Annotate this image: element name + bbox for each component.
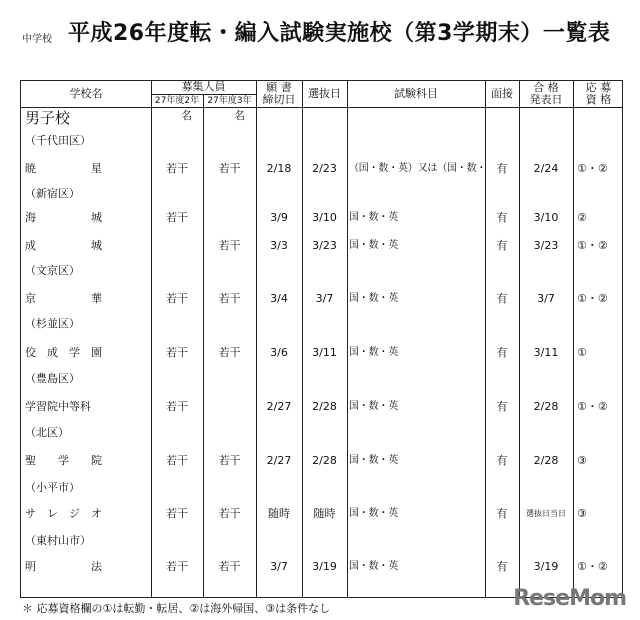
result-date: 2/24 <box>533 162 559 175</box>
subjects: 国・数・英 <box>349 561 398 572</box>
result-date: 2/28 <box>533 454 559 467</box>
school-name: 京 華 <box>25 292 102 305</box>
selection-date: 3/7 <box>315 292 334 305</box>
interview: 有 <box>496 162 508 175</box>
recruit-year3: 若干 <box>218 162 241 175</box>
recruit-year3: 若干 <box>218 239 241 252</box>
table-row <box>21 208 624 228</box>
recruit-year2: 若干 <box>166 162 188 175</box>
qualification: ② <box>577 211 587 224</box>
selection-date: 2/28 <box>312 454 337 467</box>
category-label: 中学校 <box>22 34 52 45</box>
area-heading <box>21 261 624 281</box>
area-name: （北区） <box>25 426 69 439</box>
qualification: ①・② <box>577 560 608 573</box>
recruit-year2: 若干 <box>166 560 188 573</box>
deadline: 3/6 <box>270 346 288 359</box>
school-name: 明 法 <box>25 560 102 573</box>
table-row <box>21 557 624 577</box>
interview: 有 <box>496 239 508 252</box>
deadline: 3/9 <box>270 211 288 224</box>
school-name: 海 城 <box>25 211 102 224</box>
recruit-year2: 若干 <box>166 211 188 224</box>
recruit-year2: 若干 <box>166 346 188 359</box>
interview: 有 <box>496 400 508 413</box>
area-name: （千代田区） <box>25 134 91 147</box>
qualification: ③ <box>577 454 587 467</box>
interview: 有 <box>496 560 508 573</box>
area-heading <box>21 478 624 498</box>
school-name: 暁 星 <box>25 162 102 175</box>
interview: 有 <box>496 454 508 467</box>
watermark-logo: ReseMom <box>513 586 626 611</box>
qualification: ③ <box>577 507 587 520</box>
result-date: 3/10 <box>533 211 559 224</box>
interview: 有 <box>496 292 508 305</box>
selection-date: 2/28 <box>312 400 337 413</box>
result-date: 3/7 <box>537 292 555 305</box>
deadline: 3/7 <box>270 560 288 573</box>
qualification: ①・② <box>577 292 608 305</box>
area-name: （新宿区） <box>25 187 80 200</box>
interview: 有 <box>496 507 508 520</box>
qualification: ①・② <box>577 239 608 252</box>
unit-label: 名 <box>234 109 245 122</box>
col-deadline: 願 書 締切日 <box>262 81 296 106</box>
recruit-year2: 若干 <box>166 292 188 305</box>
col-qualification: 応 募 資 格 <box>585 81 612 106</box>
area-name: （杉並区） <box>25 317 80 330</box>
area-heading <box>21 131 624 151</box>
recruit-year3: 若干 <box>218 292 241 305</box>
subjects: （国・数・英）又は（国・数・ <box>349 163 487 174</box>
deadline: 2/18 <box>266 162 292 175</box>
subjects: 国・数・英 <box>349 508 398 519</box>
subjects: 国・数・英 <box>349 455 398 466</box>
recruit-year3: 若干 <box>218 560 241 573</box>
selection-date: 3/19 <box>312 560 337 573</box>
subjects: 国・数・英 <box>349 293 398 304</box>
selection-date: 3/11 <box>312 346 337 359</box>
interview: 有 <box>496 346 508 359</box>
deadline: 2/27 <box>266 454 292 467</box>
qualification: ①・② <box>577 162 608 175</box>
deadline: 随時 <box>268 507 290 520</box>
area-heading <box>21 369 624 389</box>
recruit-year2: 若干 <box>166 454 188 467</box>
area-name: （文京区） <box>25 264 80 277</box>
qualification: ① <box>577 346 587 359</box>
area-heading <box>21 314 624 334</box>
school-name: 聖 学 院 <box>25 454 102 467</box>
subjects: 国・数・英 <box>349 347 398 358</box>
area-heading <box>21 184 624 204</box>
recruit-year3: 若干 <box>218 507 241 520</box>
col-year2: 27年度2年 <box>154 96 200 106</box>
col-recruit: 募集人員 <box>181 80 226 93</box>
unit-label: 名 <box>181 109 192 122</box>
selection-date: 3/10 <box>312 211 337 224</box>
section-heading: 男子校 <box>25 109 71 127</box>
recruit-year2: 若干 <box>166 400 188 413</box>
col-result: 合 格 発表日 <box>529 81 563 106</box>
table-row <box>21 451 624 471</box>
table-row <box>21 289 624 309</box>
table-row <box>21 504 624 524</box>
result-date: 3/11 <box>533 346 559 359</box>
subjects: 国・数・英 <box>349 401 398 412</box>
area-name: （豊島区） <box>25 372 80 385</box>
footnote: ＊ 応募資格欄の①は転勤・転居、②は海外帰国、③は条件なし <box>22 602 331 615</box>
result-date: 3/23 <box>533 239 559 252</box>
school-name: 成 城 <box>25 239 102 252</box>
table-row <box>21 343 624 363</box>
recruit-year3: 若干 <box>218 346 241 359</box>
result-date: 2/28 <box>533 400 559 413</box>
page-title: 平成26年度転・編入試験実施校（第3学期末）一覧表 <box>68 21 611 46</box>
area-heading <box>21 531 624 551</box>
school-name: 学習院中等科 <box>25 400 91 413</box>
col-subjects: 試験科目 <box>394 87 438 100</box>
result-date: 3/19 <box>533 560 559 573</box>
selection-date: 3/23 <box>312 239 337 252</box>
table-row <box>21 397 624 417</box>
schools-table <box>20 80 623 598</box>
col-year3: 27年度3年 <box>207 96 252 106</box>
deadline: 2/27 <box>266 400 292 413</box>
table-row <box>21 236 624 256</box>
deadline: 3/4 <box>270 292 288 305</box>
qualification: ①・② <box>577 400 608 413</box>
school-name: サ レ ジ オ <box>25 507 102 520</box>
subjects: 国・数・英 <box>349 212 398 223</box>
area-name: （東村山市） <box>25 534 91 547</box>
recruit-year3: 若干 <box>218 454 241 467</box>
area-heading <box>21 423 624 443</box>
col-interview: 面接 <box>491 87 513 100</box>
deadline: 3/3 <box>270 239 288 252</box>
recruit-year2: 若干 <box>166 507 188 520</box>
area-name: （小平市） <box>25 481 80 494</box>
interview: 有 <box>496 211 508 224</box>
selection-date: 2/23 <box>312 162 337 175</box>
table-row <box>21 159 624 179</box>
selection-date: 随時 <box>313 507 336 520</box>
result-date: 選抜日当日 <box>526 509 566 518</box>
subjects: 国・数・英 <box>349 240 398 251</box>
col-school: 学校名 <box>69 87 103 100</box>
school-name: 佼 成 学 園 <box>25 346 102 359</box>
col-selection: 選抜日 <box>308 87 341 100</box>
